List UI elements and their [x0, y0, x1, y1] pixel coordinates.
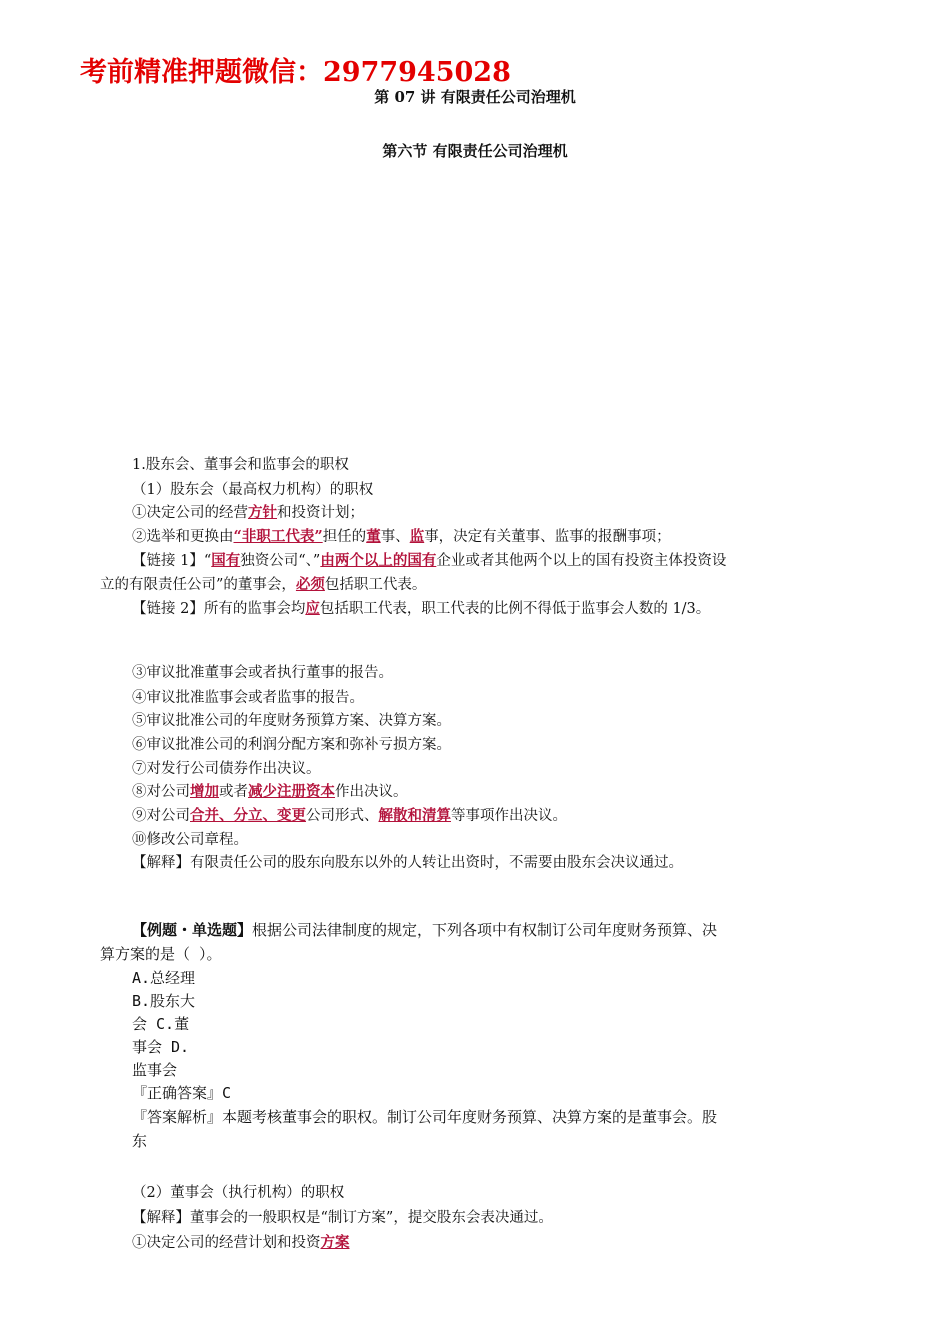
- option-line: 事会 D.: [132, 1038, 190, 1056]
- subsection-title: （2）董事会（执行机构）的职权: [132, 1185, 345, 1201]
- list-item: ⑨对公司合并、分立、变更公司形式、解散和清算等事项作出决议。: [132, 807, 567, 824]
- option-line: 监事会: [132, 1061, 178, 1079]
- list-item: ⑩修改公司章程。: [132, 832, 248, 848]
- watermark-text: 考前精准押题微信：2977945028: [80, 57, 511, 88]
- list-item: ⑦对发行公司债券作出决议。: [132, 761, 321, 777]
- example-question: 【例题・单选题】根据公司法律制度的规定，下列各项中有权制订公司年度财务预算、决: [132, 921, 718, 939]
- chapter-heading-clipped: [0, 86, 950, 106]
- section-heading-clipped: [0, 140, 950, 160]
- link-note: 【链接 1】“国有独资公司“、”由两个以上的国有企业或者其他两个以上的国有投资主体投资设: [132, 552, 727, 569]
- list-item: ⑥审议批准公司的利润分配方案和弥补亏损方案。: [132, 737, 451, 753]
- list-item: ⑧对公司增加或者减少注册资本作出决议。: [132, 783, 408, 800]
- option-b: B.股东大: [132, 992, 196, 1010]
- option-a: A.总经理: [132, 969, 196, 987]
- answer-analysis: 『答案解析』本题考核董事会的职权。制订公司年度财务预算、决算方案的是董事会。股: [132, 1108, 718, 1126]
- link-note: 【链接 2】所有的监事会均应包括职工代表，职工代表的比例不得低于监事会人数的 1/3。: [132, 600, 711, 617]
- option-line: 会 C.董: [132, 1015, 190, 1033]
- list-item: ③审议批准董事会或者执行董事的报告。: [132, 665, 393, 681]
- list-item: ④审议批准监事会或者监事的报告。: [132, 690, 364, 706]
- explanation: 【解释】有限责任公司的股东向股东以外的人转让出资时，不需要由股东会决议通过。: [132, 855, 683, 871]
- subsection-title: （1）股东会（最高权力机构）的职权: [132, 482, 374, 498]
- link-note-cont: 立的有限责任公司”的董事会，必须包括职工代表。: [100, 576, 427, 593]
- list-item: ①决定公司的经营方针和投资计划；: [132, 504, 364, 521]
- correct-answer: 『正确答案』C: [132, 1084, 232, 1102]
- example-question-cont: 算方案的是（ ）。: [100, 945, 222, 963]
- example-label: 【例题・单选题】: [132, 921, 253, 939]
- section-heading-text: 第六节 有限责任公司治理机: [382, 142, 568, 160]
- list-item: ⑤审议批准公司的年度财务预算方案、决算方案。: [132, 713, 451, 729]
- section-title: 1.股东会、董事会和监事会的职权: [132, 457, 349, 473]
- list-item: ②选举和更换由“非职工代表”担任的董事、监事，决定有关董事、监事的报酬事项；: [132, 528, 671, 545]
- answer-analysis-cut: 东: [132, 1132, 148, 1150]
- chapter-heading-text: 第 07 讲 有限责任公司治理机: [374, 88, 576, 106]
- list-item-cut: ①决定公司的经营计划和投资方案: [132, 1234, 350, 1251]
- explanation: 【解释】董事会的一般职权是“制订方案”，提交股东会表决通过。: [132, 1210, 553, 1226]
